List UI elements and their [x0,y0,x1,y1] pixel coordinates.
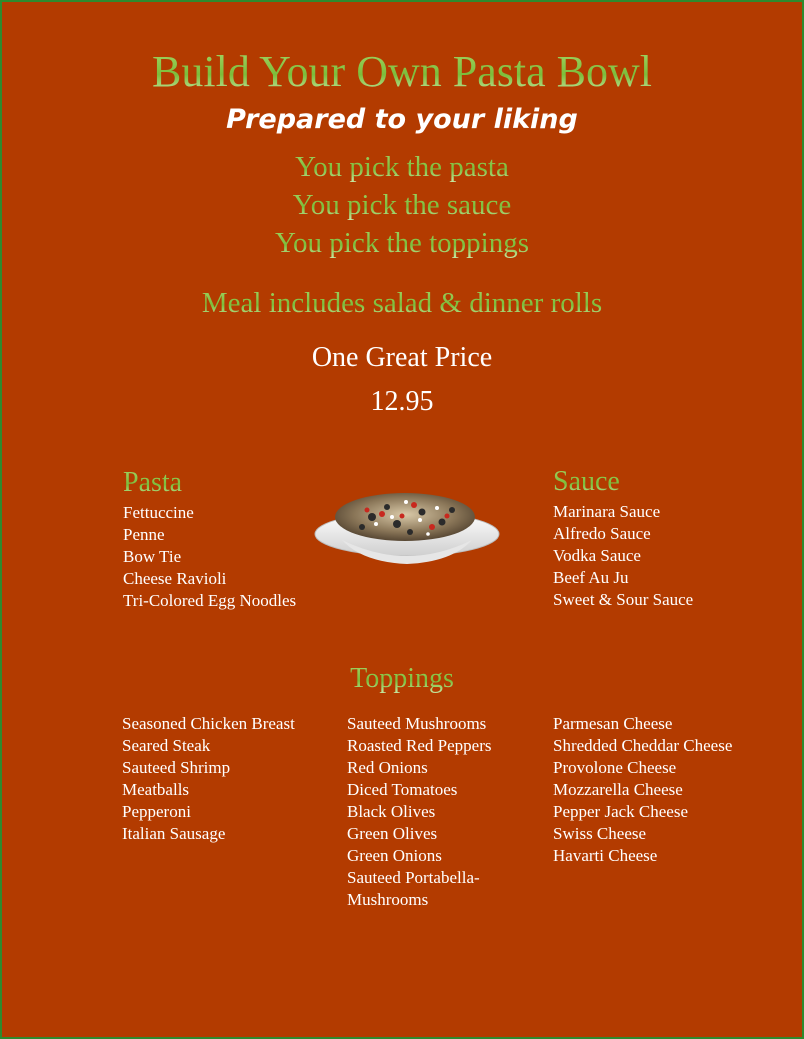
pick-pasta-line: You pick the pasta [2,149,802,185]
list-item: Sauteed Mushrooms [347,714,487,733]
list-item: Mushrooms [347,890,429,909]
list-item: Swiss Cheese [553,824,647,843]
list-item: Bow Tie [123,547,182,566]
list-item: Beef Au Ju [553,568,629,587]
list-item: Tri-Colored Egg Noodles [123,591,297,610]
price-value: 12.95 [370,386,434,417]
list-item: Roasted Red Peppers [347,736,492,755]
list-item: Green Onions [347,846,442,865]
list-item: Parmesan Cheese [553,714,673,733]
toppings-vegetables-list [347,713,491,911]
list-item: Seared Steak [122,736,211,755]
list-item: Pepper Jack Cheese [553,802,689,821]
page-subtitle: Prepared to your liking [226,104,578,135]
list-item: Havarti Cheese [553,846,658,865]
list-item: Vodka Sauce [553,546,641,565]
list-item: Red Onions [347,758,428,777]
toppings-proteins-list [122,713,295,845]
list-item: Black Olives [347,802,436,821]
toppings-cheeses-list [553,713,732,867]
list-item: Sweet & Sour Sauce [553,590,694,609]
list-item: Italian Sausage [122,824,226,843]
toppings-heading: Toppings [2,662,802,696]
list-item: Cheese Ravioli [123,569,227,588]
list-item: Seasoned Chicken Breast [122,714,295,733]
list-item: Marinara Sauce [553,502,661,521]
list-item: Pepperoni [122,802,191,821]
pick-toppings-line: You pick the toppings [2,225,802,261]
list-item: Penne [123,525,165,544]
pasta-list [123,502,296,612]
meal-includes-line: Meal includes salad & dinner rolls [2,285,802,321]
pasta-bowl-image [302,472,512,567]
list-item: Sauteed Shrimp [122,758,231,777]
list-item: Green Olives [347,824,438,843]
list-item: Meatballs [122,780,190,799]
list-item: Shredded Cheddar Cheese [553,736,733,755]
sauce-heading: Sauce [553,466,620,497]
list-item: Mozzarella Cheese [553,780,683,799]
list-item: Provolone Cheese [553,758,677,777]
pasta-heading: Pasta [123,467,183,498]
list-item: Diced Tomatoes [347,780,458,799]
list-item: Sauteed Portabella- [347,868,480,887]
price-label: One Great Price [311,342,493,373]
sauce-list [553,501,693,611]
page-title: Build Your Own Pasta Bowl [2,46,802,98]
list-item: Fettuccine [123,503,194,522]
pick-sauce-line: You pick the sauce [2,187,802,223]
list-item: Alfredo Sauce [553,524,651,543]
